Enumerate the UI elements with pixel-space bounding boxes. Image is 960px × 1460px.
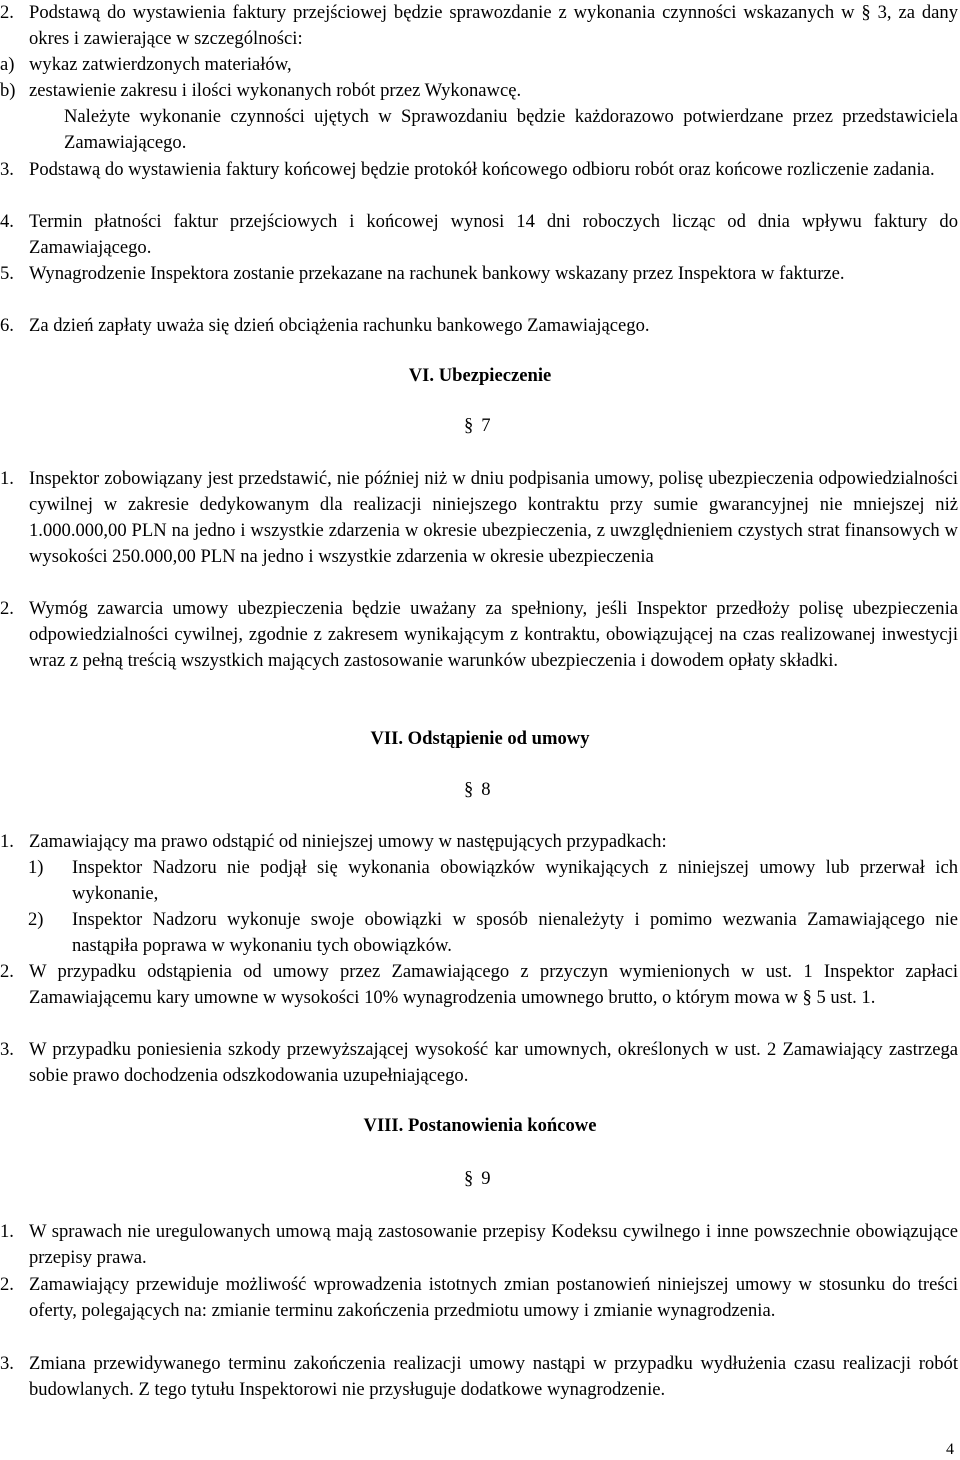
paragraph-vii-3: [0, 1037, 958, 1089]
subitem-text: Inspektor Nadzoru nie podjął się wykonania obowiązków wynikających z niniejszej umowy lub przerwał ich wykonanie,: [72, 857, 958, 904]
subitem-1: [28, 855, 958, 907]
section-heading-vii: VII. Odstąpienie od umowy: [370, 728, 590, 749]
section-sign-icon: §: [464, 415, 474, 436]
paragraph-number: 2.: [0, 1274, 14, 1295]
paragraph-text: W przypadku poniesienia szkody przewyższającej wysokość kar umownych, określonych w ust. 2 Zamawiający zastrzega sobie prawo dochodzenia odszkodowania uzupełniającego.: [29, 1039, 958, 1086]
paragraph-vi-1: [0, 466, 958, 570]
paragraph-text: Termin płatności faktur przejściowych i końcowej wynosi 14 dni roboczych licząc od dnia wpływu faktury do Zamawiającego.: [29, 211, 958, 258]
section-number: 9: [481, 1168, 491, 1189]
paragraph-number: 6.: [0, 315, 14, 336]
paragraph-vii-2: [0, 959, 958, 1011]
subitem-text: Inspektor Nadzoru wykonuje swoje obowiązki w sposób nienależyty i pomimo wezwania Zamawiającego nie nastąpiła poprawa w wykonaniu tych obowiązków.: [72, 909, 958, 956]
paragraph-text: Wynagrodzenie Inspektora zostanie przekazane na rachunek bankowy wskazany przez Inspektora w fakturze.: [29, 263, 845, 284]
paragraph-6: [0, 313, 958, 339]
paragraph-text: W sprawach nie uregulowanych umową mają zastosowanie przepisy Kodeksu cywilnego i inne powszechnie obowiązujące przepisy prawa.: [29, 1221, 958, 1268]
subitem-2: [28, 907, 958, 959]
section-heading-viii: VIII. Postanowienia końcowe: [363, 1115, 597, 1136]
list-item-a: [0, 52, 958, 78]
list-letter: a): [0, 54, 15, 75]
paragraph-5: [0, 261, 958, 287]
paragraph-text: Za dzień zapłaty uważa się dzień obciążenia rachunku bankowego Zamawiającego.: [29, 315, 650, 336]
subitem-number: 1): [28, 857, 44, 878]
paragraph-number: 1.: [0, 1221, 14, 1242]
paragraph-vii-1: [0, 829, 958, 855]
list-item-b: [0, 78, 958, 104]
list-letter: b): [0, 80, 16, 101]
paragraph-text: Podstawą do wystawienia faktury końcowej będzie protokół końcowego odbioru robót oraz końcowe rozliczenie zadania.: [29, 159, 935, 180]
paragraph-note: [0, 104, 958, 156]
paragraph-number: 1.: [0, 831, 14, 852]
paragraph-number: 3.: [0, 1039, 14, 1060]
section-number-7: [464, 413, 491, 439]
section-number-8: [464, 777, 491, 803]
section-number: 7: [481, 415, 491, 436]
section-number: 8: [481, 779, 491, 800]
paragraph-text: Wymóg zawarcia umowy ubezpieczenia będzie uważany za spełniony, jeśli Inspektor przedłoży polisę ubezpieczenia odpowiedzialności cywilnej, zgodnie z zakresem wynikającym z kontraktu, obowiązującej na czas realizowanej inwestycji wraz z pełną treścią wszystkich mających zastosowanie warunków ubezpieczenia i dowodem opłaty składki.: [29, 598, 958, 671]
paragraph-3: [0, 157, 958, 183]
paragraph-text: Zmiana przewidywanego terminu zakończenia realizacji umowy nastąpi w przypadku wydłużenia czasu realizacji robót budowlanych. Z tego tytułu Inspektorowi nie przysługuje dodatkowe wynagrodzenie.: [29, 1353, 958, 1400]
list-text: wykaz zatwierdzonych materiałów,: [29, 54, 292, 75]
subitem-number: 2): [28, 909, 44, 930]
paragraph-viii-3: [0, 1351, 958, 1403]
paragraph-2: [0, 0, 958, 52]
paragraph-viii-2: [0, 1272, 958, 1324]
paragraph-text: Podstawą do wystawienia faktury przejściowej będzie sprawozdanie z wykonania czynności wskazanych w § 3, za dany okres i zawierające w szczególności:: [29, 2, 958, 49]
section-sign-icon: §: [464, 779, 474, 800]
section-heading-vi: VI. Ubezpieczenie: [408, 365, 552, 386]
list-text: zestawienie zakresu i ilości wykonanych robót przez Wykonawcę.: [29, 80, 522, 101]
paragraph-number: 2.: [0, 2, 14, 23]
paragraph-text: Należyte wykonanie czynności ujętych w Sprawozdaniu będzie każdorazowo potwierdzane przez przedstawiciela Zamawiającego.: [64, 106, 958, 153]
paragraph-text: W przypadku odstąpienia od umowy przez Zamawiającego z przyczyn wymienionych w ust. 1 Inspektor zapłaci Zamawiającemu kary umowne w wysokości 10% wynagrodzenia umownego brutto, o którym mowa w § 5 ust. 1.: [29, 961, 958, 1008]
paragraph-number: 5.: [0, 263, 14, 284]
paragraph-text: Zamawiający przewiduje możliwość wprowadzenia istotnych zmian postanowień niniejszej umowy w stosunku do treści oferty, polegających na: zmianie terminu zakończenia przedmiotu umowy i zmianie wynagrodzenia.: [29, 1274, 958, 1321]
paragraph-text: Zamawiający ma prawo odstąpić od niniejszej umowy w następujących przypadkach:: [29, 831, 667, 852]
section-number-9: [464, 1166, 491, 1192]
paragraph-viii-1: [0, 1219, 958, 1271]
paragraph-number: 2.: [0, 961, 14, 982]
paragraph-number: 1.: [0, 468, 14, 489]
page-number: 4: [946, 1441, 954, 1458]
paragraph-number: 3.: [0, 1353, 14, 1374]
paragraph-text: Inspektor zobowiązany jest przedstawić, nie później niż w dniu podpisania umowy, polisę ubezpieczenia odpowiedzialności cywilnej w zakresie dedykowanym dla realizacji niniejszego kontraktu przy sumie gwarancyjnej nie mniejszej niż 1.000.000,00 PLN na jedno i wszystkie zdarzenia w okresie ubezpieczenia, z uwzględnieniem czystych strat finansowych w wysokości 250.000,00 PLN na jedno i wszystkie zdarzenia w okresie ubezpieczenia: [29, 468, 958, 567]
paragraph-4: [0, 209, 958, 261]
paragraph-number: 4.: [0, 211, 14, 232]
paragraph-number: 3.: [0, 159, 14, 180]
section-sign-icon: §: [464, 1168, 474, 1189]
paragraph-vi-2: [0, 596, 958, 674]
paragraph-number: 2.: [0, 598, 14, 619]
